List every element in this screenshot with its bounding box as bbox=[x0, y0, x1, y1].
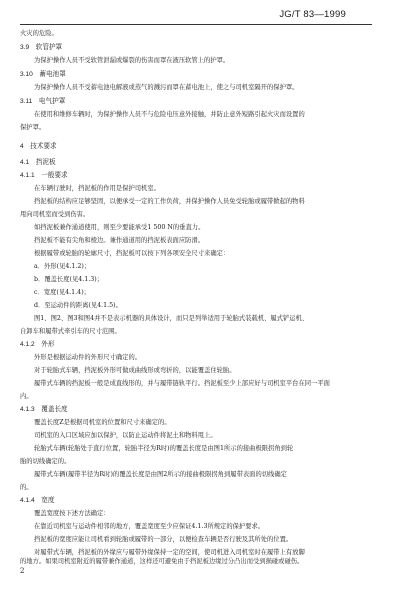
heading-4-1-3: 4.1.3 覆盖长度 bbox=[20, 406, 68, 413]
line-22: 图1、图2、图3和图4并不是表示机器的具体设计，而只是列举适用于轮胎式装载机、履式铲运机、 bbox=[34, 315, 309, 322]
page-header: JG/T 83—1999 bbox=[279, 9, 346, 20]
line-40: 对履带式车辆，挡泥板的外缘应与履带外缘保持一定的空间，使司机进入司机室时在履带上有放脚 bbox=[34, 549, 305, 556]
line-25: 外形是根据运动件的外形尺寸确定的。 bbox=[34, 354, 142, 361]
heading-4-1: 4.1 挡泥板 bbox=[20, 159, 56, 166]
heading-3-9: 3.9 软管护罩 bbox=[20, 44, 63, 51]
line-5: 为保护操作人员不受蓄电池电解液或蒸气的溅污而罩在蓄电池上，使之与司机室隔开的保护罩。 bbox=[34, 84, 299, 91]
heading-4-1-2: 4.1.2 外形 bbox=[20, 341, 55, 348]
line-35: 的。 bbox=[20, 484, 33, 491]
line-30: 覆盖长度Z是根据司机室的位置和尺寸来确定的。 bbox=[34, 419, 171, 426]
page-number: 2 bbox=[20, 567, 25, 575]
line-16: 挡泥板不能有尖角和棱边。兼作通道用的挡泥板表面应防滑。 bbox=[34, 237, 205, 244]
line-23: 自卸车和履带式牵引车的尺寸范围。 bbox=[20, 328, 121, 335]
line-31: 司机室的入口区域应加以保护，以防止运动件将泥土和物料甩上。 bbox=[34, 432, 217, 439]
line-27: 履带式车辆的挡泥板一般是成直线形的，并与履带链轨平行。挡泥板至少上部应好与司机室平台在同一平面 bbox=[34, 380, 330, 387]
line-13: 挡泥板的结构应足够坚固，以便承受一定的工作负荷，并保护操作人员免受轮胎或履带掀起的物料 bbox=[34, 198, 305, 205]
line-14: 甩向司机室而受到伤害。 bbox=[20, 211, 90, 218]
line-8: 保护罩。 bbox=[20, 124, 46, 131]
line-15: 如挡泥板兼作通道使用，则至少要能承受1 500 N的垂直力。 bbox=[34, 224, 205, 231]
line-41: 的地方。如果司机室附近的履带兼作通道，这样还可避免由于挡泥板边缘过分凸出而受到损碰或碰伤。 bbox=[20, 558, 304, 565]
heading-4-1-1: 4.1.1 一般要求 bbox=[20, 172, 68, 179]
line-33: 胎的切线确定的。 bbox=[20, 458, 71, 465]
line-12: 在车辆行驶时，挡泥板的作用是保护司机室。 bbox=[34, 185, 160, 192]
line-28: 内。 bbox=[20, 393, 33, 400]
heading-4: 4 技术要求 bbox=[20, 143, 57, 150]
heading-3-10: 3.10 蓄电池罩 bbox=[20, 71, 66, 78]
heading-4-1-4: 4.1.4 宽度 bbox=[20, 497, 55, 504]
line-1: 火灾的危险。 bbox=[20, 30, 58, 37]
line-34: 履带式车辆(履带半径为R时)的覆盖长度是由图2所示的接曲极限拐角到履带表面的切线确定 bbox=[34, 471, 287, 478]
line-37: 覆盖宽度按下述方法确定： bbox=[34, 510, 110, 517]
line-38: 在靠近司机室与运动件相邻的地方，覆盖宽度至少应保证4.1.3所规定的保护要求。 bbox=[34, 523, 265, 530]
item-b: b．覆盖长度(见4.1.3)； bbox=[34, 276, 104, 283]
line-26: 对于轮胎式车辆，挡泥板外形可做成曲线形或弯折的，以能覆盖住轮胎。 bbox=[34, 367, 236, 374]
line-32: 轮胎式车辆(轮胎处于直行位置，轮胎半径为R时)的覆盖长度是由图1所示的接曲极限拐角到轮 bbox=[34, 445, 294, 452]
line-17: 根据履带或轮胎的轮廓尺寸，挡泥板可以按下列各项安全尺寸来确定： bbox=[34, 250, 230, 257]
item-c: c．宽度(见4.1.4)； bbox=[34, 289, 90, 296]
line-39: 挡泥板的宽度应能让司机看到轮胎或履带的一部分，以便检查车辆是否行驶及其所处的位置。 bbox=[34, 536, 293, 543]
heading-3-11: 3.11 电气护罩 bbox=[20, 98, 66, 105]
line-7: 在使用和维修车辆时，为保护操作人员不与危险电压意外接触，并防止意外短路引起火灾而设置的 bbox=[34, 111, 305, 118]
line-3: 为保护操作人员不受软管泄漏或爆裂的伤害而罩在液压软管上的护罩。 bbox=[34, 57, 230, 64]
item-d: d．至运动件的距离(见4.1.5)。 bbox=[34, 302, 122, 309]
item-a: a．外形(见4.1.2)； bbox=[34, 263, 91, 270]
header-rule bbox=[20, 24, 372, 25]
